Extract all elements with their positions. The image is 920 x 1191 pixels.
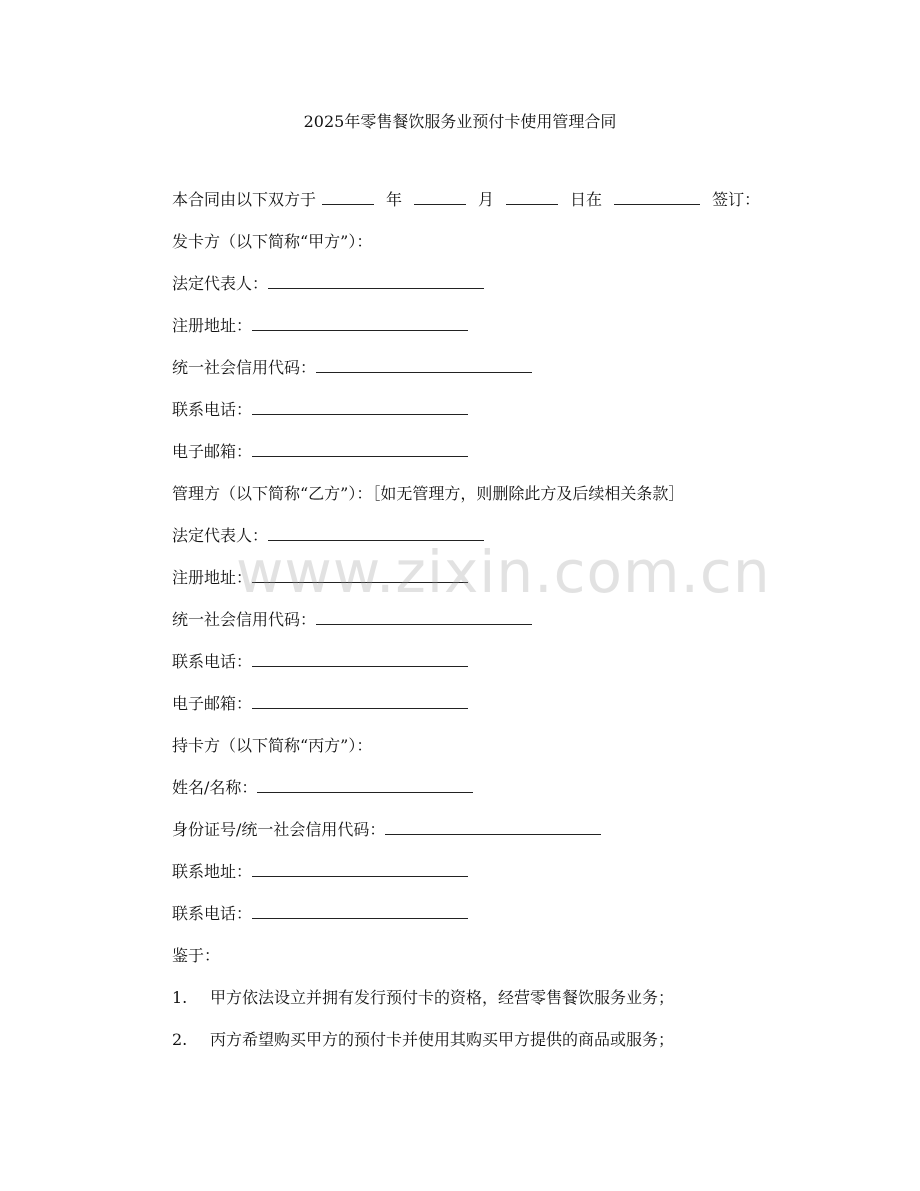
year-blank xyxy=(322,187,374,205)
intro-line xyxy=(172,186,792,228)
field-label: 注册地址： xyxy=(172,568,253,587)
year-label: 年 xyxy=(386,190,403,209)
party-c-id-blank xyxy=(385,817,601,835)
party-c-phone-row xyxy=(172,900,792,942)
party-b-legal-rep-blank xyxy=(268,523,484,541)
party-b-credit-code-blank xyxy=(316,607,532,625)
signed-label: 签订： xyxy=(712,190,761,209)
party-c-id-row xyxy=(172,816,792,858)
whereas-heading: 鉴于： xyxy=(172,946,221,965)
item-number: 2. xyxy=(172,1030,188,1049)
party-b-email-row xyxy=(172,690,792,732)
party-b-heading: 管理方（以下简称“乙方”）：［如无管理方，则删除此方及后续相关条款］ xyxy=(172,484,685,503)
contract-body xyxy=(172,186,792,1068)
field-label: 电子邮箱： xyxy=(172,694,253,713)
field-label: 法定代表人： xyxy=(172,274,269,293)
intro-text: 本合同由以下双方于 xyxy=(172,190,317,209)
party-a-credit-code-row xyxy=(172,354,792,396)
party-a-phone-row xyxy=(172,396,792,438)
field-label: 联系电话： xyxy=(172,400,253,419)
party-a-address-row xyxy=(172,312,792,354)
party-a-credit-code-blank xyxy=(316,355,532,373)
document-title: 2025年零售餐饮服务业预付卡使用管理合同 xyxy=(303,112,617,131)
field-label: 统一社会信用代码： xyxy=(172,358,317,377)
item-text: 甲方依法设立并拥有发行预付卡的资格，经营零售餐饮服务业务； xyxy=(210,988,675,1007)
party-c-name-row xyxy=(172,774,792,816)
day-label: 日在 xyxy=(570,190,603,209)
party-c-name-blank xyxy=(257,775,473,793)
watermark: www.zixin.com.cn xyxy=(236,538,771,606)
month-label: 月 xyxy=(478,190,495,209)
place-blank xyxy=(614,187,700,205)
party-a-legal-rep-row xyxy=(172,270,792,312)
party-c-heading: 持卡方（以下简称“丙方”）： xyxy=(172,736,373,755)
field-label: 联系电话： xyxy=(172,652,253,671)
whereas-item xyxy=(172,1026,792,1068)
party-a-legal-rep-blank xyxy=(268,271,484,289)
item-text: 丙方希望购买甲方的预付卡并使用其购买甲方提供的商品或服务； xyxy=(210,1030,675,1049)
whereas-item xyxy=(172,984,792,1026)
party-b-email-blank xyxy=(252,691,468,709)
party-a-address-blank xyxy=(252,313,468,331)
field-label: 身份证号/统一社会信用代码： xyxy=(172,820,386,839)
field-label: 统一社会信用代码： xyxy=(172,610,317,629)
field-label: 注册地址： xyxy=(172,316,253,335)
party-b-phone-blank xyxy=(252,649,468,667)
field-label: 联系电话： xyxy=(172,904,253,923)
party-c-phone-blank xyxy=(252,901,468,919)
party-a-heading: 发卡方（以下简称“甲方”）： xyxy=(172,232,373,251)
day-blank xyxy=(506,187,558,205)
item-number: 1. xyxy=(172,988,188,1007)
party-c-address-row xyxy=(172,858,792,900)
field-label: 姓名/名称： xyxy=(172,778,258,797)
party-b-address-blank xyxy=(252,565,468,583)
party-b-legal-rep-row xyxy=(172,522,792,564)
party-a-email-row xyxy=(172,438,792,480)
field-label: 法定代表人： xyxy=(172,526,269,545)
party-a-email-blank xyxy=(252,439,468,457)
month-blank xyxy=(414,187,466,205)
party-a-phone-blank xyxy=(252,397,468,415)
party-b-address-row xyxy=(172,564,792,606)
party-b-credit-code-row xyxy=(172,606,792,648)
party-b-phone-row xyxy=(172,648,792,690)
field-label: 联系地址： xyxy=(172,862,253,881)
field-label: 电子邮箱： xyxy=(172,442,253,461)
party-c-address-blank xyxy=(252,859,468,877)
